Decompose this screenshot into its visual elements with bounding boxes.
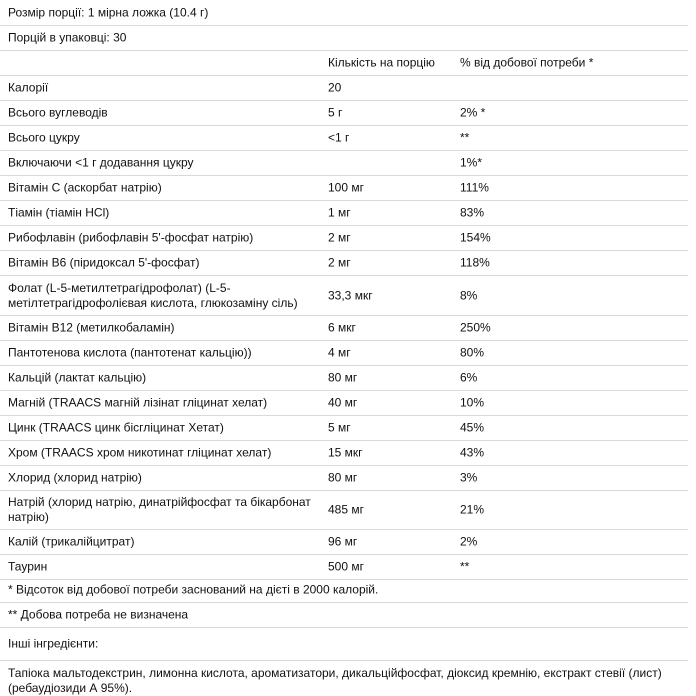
nutrient-name: Калій (трикалійцитрат) <box>8 534 135 549</box>
nutrient-name: Хлорид (хлорид натрію) <box>8 470 142 485</box>
table-row <box>0 176 688 201</box>
nutrient-daily-value: 45% <box>460 420 485 435</box>
table-row <box>0 341 688 366</box>
table-row <box>0 466 688 491</box>
nutrient-name: Натрій (хлорид натрію, динатрійфосфат та бікарбонат натрію) <box>8 495 311 524</box>
nutrient-name: Таурин <box>8 559 48 574</box>
nutrient-daily-value: ** <box>460 559 470 574</box>
nutrient-daily-value: 3% <box>460 470 478 485</box>
nutrient-daily-value: 21% <box>460 502 485 517</box>
nutrient-name: Пантотенова кислота (пантотенат кальцію)) <box>8 345 252 360</box>
table-row <box>0 441 688 466</box>
nutrient-amount: 2 мг <box>328 230 351 245</box>
daily-value-header: % від добової потреби * <box>460 55 594 70</box>
nutrient-name: Рибофлавін (рибофлавін 5'-фосфат натрію) <box>8 230 254 245</box>
nutrient-name: Вітамін С (аскорбат натрію) <box>8 180 162 195</box>
table-row <box>0 251 688 276</box>
nutrient-name: Фолат (L-5-метилтетрагідрофолат) (L-5-метілтетрагідрофолієвая кислота, глюкозаміну сіль) <box>8 280 298 310</box>
table-row <box>0 391 688 416</box>
table-row <box>0 276 688 316</box>
nutrient-amount: 33,3 мкг <box>328 288 373 302</box>
amount-header: Кількість на порцію <box>328 55 435 70</box>
nutrient-name: Хром (TRAACS хром никотинат гліцинат хелат) <box>8 445 272 460</box>
nutrient-amount: 96 мг <box>328 534 358 549</box>
nutrient-name: Вітамін В12 (метилкобаламін) <box>8 320 175 335</box>
other-ingredients-row <box>0 661 688 696</box>
nutrient-amount: 40 мг <box>328 395 358 410</box>
nutrient-daily-value: 10% <box>460 395 485 410</box>
serving-size: Розмір порції: 1 мірна ложка (10.4 г) <box>8 5 209 19</box>
servings-per-container: Порцій в упаковці: 30 <box>8 30 127 45</box>
table-row <box>0 416 688 441</box>
nutrient-amount: 80 мг <box>328 370 358 385</box>
nutrient-amount: 20 <box>328 80 342 95</box>
nutrient-name: Цинк (TRAACS цинк бісгліцинат Хетат) <box>8 420 224 435</box>
serving-size-row <box>0 0 688 26</box>
nutrient-amount: 2 мг <box>328 255 351 270</box>
table-row <box>0 226 688 251</box>
nutrient-amount: 5 г <box>328 105 343 120</box>
other-ingredients-label-row <box>0 628 688 661</box>
nutrient-daily-value: 250% <box>460 320 491 335</box>
nutrient-name: Всього цукру <box>8 130 80 145</box>
other-ingredients-label: Інші інгредієнти: <box>8 636 99 651</box>
table-row <box>0 530 688 555</box>
nutrient-daily-value: 154% <box>460 230 491 245</box>
nutrient-daily-value: 6% <box>460 370 478 385</box>
nutrient-daily-value: 2% * <box>460 105 486 120</box>
nutrient-amount: 4 мг <box>328 345 351 360</box>
nutrient-amount: 500 мг <box>328 559 364 574</box>
nutrient-amount: 15 мкг <box>328 445 363 460</box>
table-row <box>0 151 688 176</box>
nutrient-name: Тіамін (тіамін HCl) <box>8 205 110 220</box>
footnote-row-1 <box>0 578 688 603</box>
table-row <box>0 316 688 341</box>
nutrient-daily-value: 1%* <box>460 155 483 170</box>
table-row <box>0 491 688 530</box>
nutrient-amount: 5 мг <box>328 420 351 435</box>
nutrient-daily-value: 118% <box>460 255 490 270</box>
nutrient-name: Включаючи <1 г додавання цукру <box>8 155 194 170</box>
nutrient-daily-value: 83% <box>460 205 485 220</box>
table-row <box>0 76 688 101</box>
nutrient-amount: <1 г <box>328 130 350 145</box>
nutrient-daily-value: 80% <box>460 345 485 360</box>
nutrient-name: Вітамін В6 (піридоксал 5'-фосфат) <box>8 255 200 270</box>
nutrient-amount: 485 мг <box>328 502 364 517</box>
nutrient-name: Всього вуглеводів <box>8 105 108 120</box>
table-row <box>0 366 688 391</box>
nutrient-daily-value: 111% <box>460 180 489 195</box>
servings-per-container-row <box>0 26 688 51</box>
nutrient-name: Кальцій (лактат кальцію) <box>8 370 147 385</box>
nutrient-name: Магній (TRAACS магній лізінат гліцинат хелат) <box>8 395 268 410</box>
nutrient-daily-value: 43% <box>460 445 485 460</box>
table-row <box>0 201 688 226</box>
table-row <box>0 101 688 126</box>
footnote-row-2 <box>0 603 688 628</box>
nutrient-amount: 1 мг <box>328 205 351 220</box>
nutrient-name: Калорії <box>8 80 49 95</box>
nutrient-amount: 80 мг <box>328 470 358 485</box>
nutrient-daily-value: 2% <box>460 534 478 549</box>
nutrient-amount: 100 мг <box>328 180 364 195</box>
footnote-daily-value: * Відсоток від добової потреби заснований на дієті в 2000 калорій. <box>8 582 379 597</box>
nutrient-daily-value: 8% <box>460 288 478 302</box>
other-ingredients-text: Тапіока мальтодекстрин, лимонна кислота, ароматизатори, дикальційфосфат, діоксид кремнію, екстракт стевії (лист) (ребаудіозиди А 95%). <box>8 666 662 695</box>
table-row <box>0 126 688 151</box>
table-row <box>0 555 688 580</box>
nutrient-amount: 6 мкг <box>328 320 356 335</box>
nutrient-daily-value: ** <box>460 130 470 145</box>
footnote-not-established: ** Добова потреба не визначена <box>8 607 189 622</box>
table-header <box>0 51 688 76</box>
